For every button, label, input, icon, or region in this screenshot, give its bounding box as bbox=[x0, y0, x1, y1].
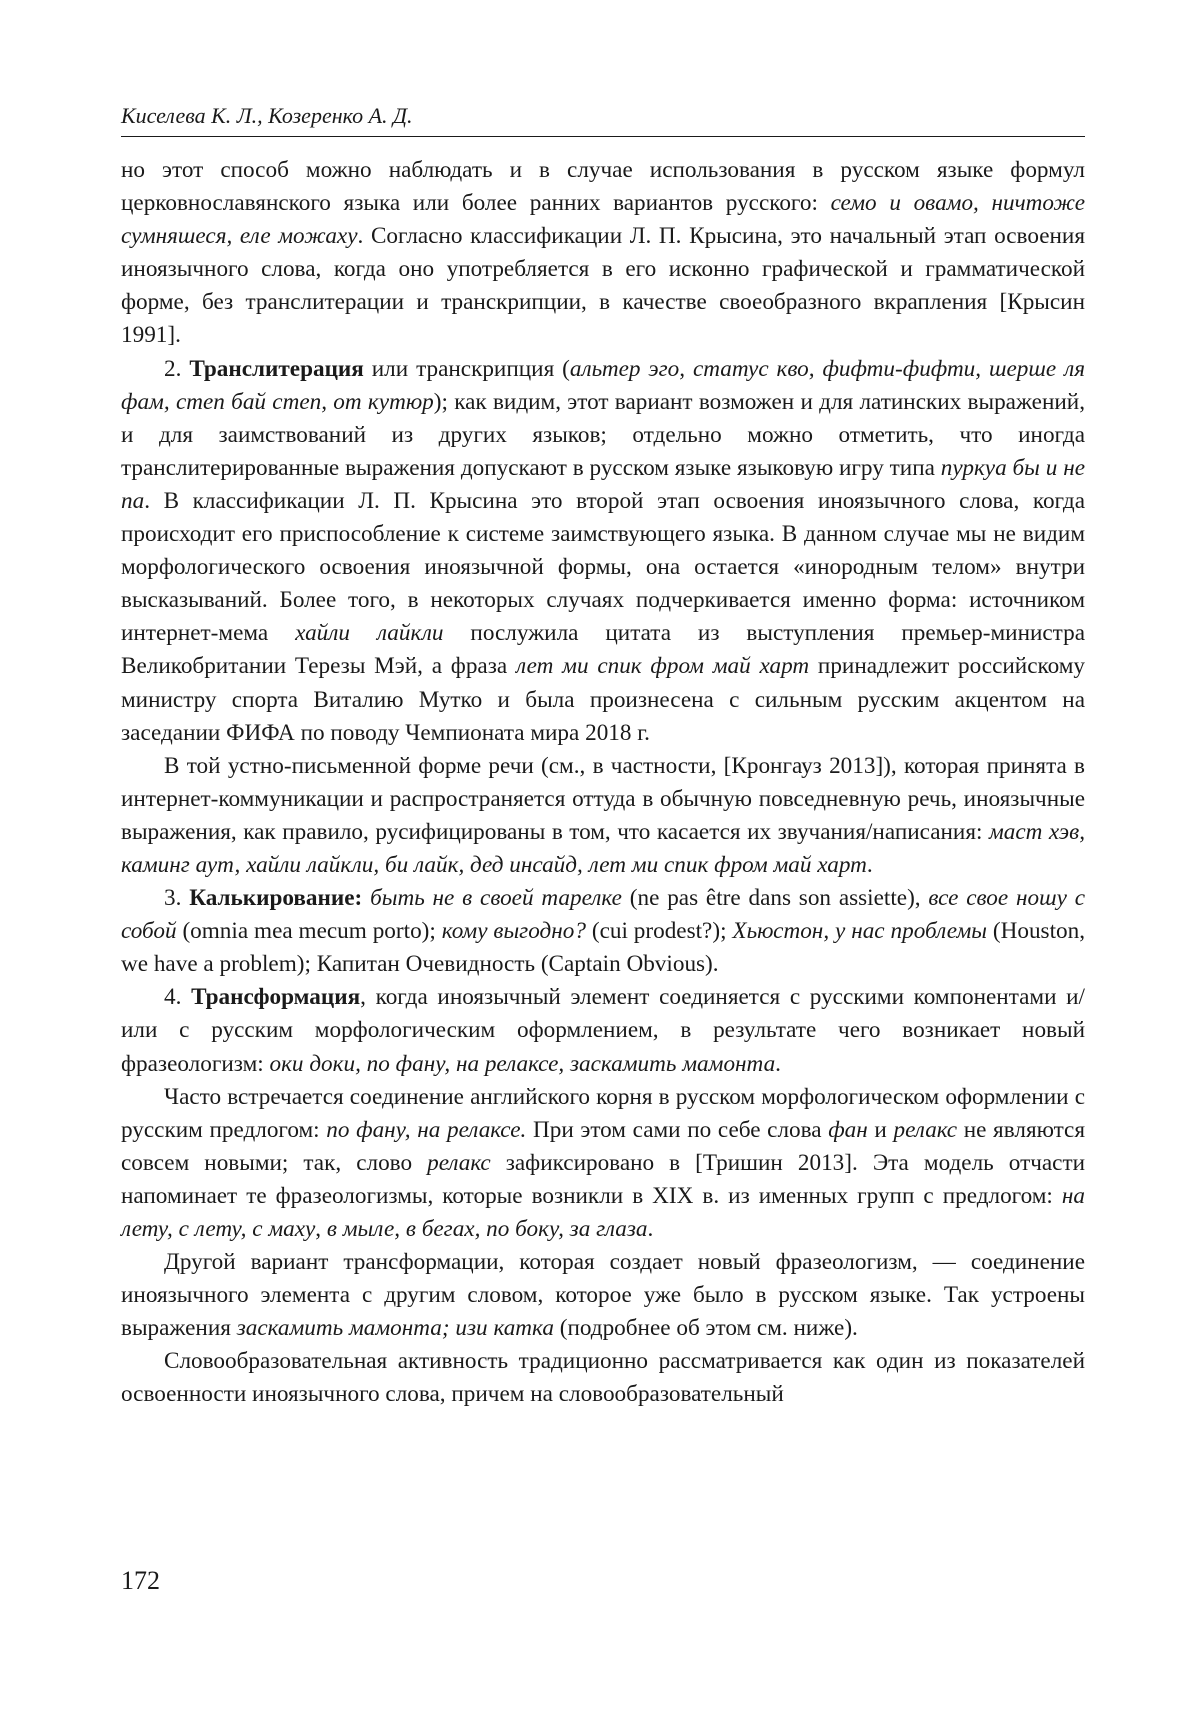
bold-term: Транслитерация bbox=[189, 355, 364, 382]
bold-term: Калькирование: bbox=[189, 885, 363, 912]
italic-example: лет ми спик фром май харт bbox=[515, 653, 810, 680]
paragraph-p7 bbox=[121, 1246, 1085, 1345]
article-body bbox=[121, 154, 1085, 1412]
text-run: 2. bbox=[164, 355, 190, 382]
text-run: . Согласно классификации Л. П. Крысина, это начальный этап освоения иноязычного слова, когда оно употребляется в его исконно графической и грамматической форме, без транслитерации и транскрипции, в качестве своеобразного вкрапления [Крысин 1991]. bbox=[121, 223, 1086, 349]
text-run: . bbox=[647, 1216, 654, 1242]
text-run: , когда иноязычный элемент соединяется с русскими компонентами и/или с русским морфологическим оформлением, в результате чего возникает новый фразеологизм: bbox=[121, 984, 1085, 1077]
text-run: Часто встречается соединение английского корня в русском морфологическом оформлении с русским предлогом: bbox=[121, 1083, 1085, 1143]
italic-example: релакс bbox=[893, 1116, 958, 1143]
italic-example: заскамить мамонта; изи катка bbox=[236, 1315, 554, 1342]
text-run: послужила цитата из выступления премьер-министра Великобритании Терезы Мэй, а фраза bbox=[121, 620, 1085, 680]
text-run: . bbox=[775, 1050, 781, 1077]
italic-example: по фану, на релаксе. bbox=[326, 1116, 527, 1143]
bold-term: Трансформация bbox=[191, 984, 361, 1011]
text-run bbox=[362, 885, 370, 911]
text-run: (Houston, we have a problem); Капитан Очевидность (Captain Obvious). bbox=[121, 918, 1085, 978]
text-run: (omnia mea mecum porto); bbox=[176, 918, 442, 945]
text-run: и bbox=[867, 1116, 894, 1143]
italic-example: быть не в своей тарелке bbox=[370, 885, 622, 912]
italic-example: Хьюстон, у нас проблемы bbox=[732, 918, 987, 945]
text-run: . В классификации Л. П. Крысина это второй этап освоения иноязычного слова, когда происходит его приспособление к системе заимствующего языка. В данном случае мы не видим морфологического освоения иноязычной формы, она остается «инородным телом» внутри высказываний. Более того, в некоторых случаях подчеркивается именно форма: источником интернет-мема bbox=[121, 487, 1085, 647]
text-run: Другой вариант трансформации, которая создает новый фразеологизм, — соединение иноязычного элемента с другим словом, которое уже было в русском языке. Так устроены выражения bbox=[121, 1249, 1085, 1342]
header-authors: Киселева К. Л., Козеренко А. Д. bbox=[121, 103, 413, 128]
italic-example: в мыле, в бегах, по боку, за глаза bbox=[326, 1216, 648, 1242]
paragraph-p4 bbox=[121, 882, 1085, 981]
italic-example: релакс bbox=[427, 1149, 491, 1176]
text-run: В той устно-письменной форме речи (см., в частности, [Кронгауз 2013]), которая принята в интернет-коммуникации и распространяется оттуда в обычную повседневную речь, иноязычные выражения, как правило, русифицированы в том, что касается их звучания/написания: bbox=[121, 752, 1085, 845]
page-number: 172 bbox=[121, 1566, 160, 1595]
text-run: или транскрипция ( bbox=[363, 355, 570, 382]
paragraph-p5 bbox=[121, 981, 1085, 1080]
text-run: 3. bbox=[164, 885, 190, 912]
paragraph-p3 bbox=[121, 750, 1085, 882]
italic-example: семо и овамо, ничтоже сумняшеся, еле можаху bbox=[121, 190, 1085, 250]
text-run: ); как видим, этот вариант возможен и для латинских выражений, и для заимствований из других языков; отдельно можно отметить, что иногда транслитерированные выражения допускают в русском языке языковую игру типа bbox=[121, 388, 1085, 481]
italic-example: на лету, с лету, с маху bbox=[121, 1182, 1085, 1242]
text-run: (подробнее об этом см. ниже). bbox=[553, 1315, 858, 1342]
italic-example: оки доки, по фану, на релаксе, заскамить мамонта bbox=[269, 1050, 776, 1077]
italic-example: пуркуа бы и не па bbox=[121, 454, 1085, 514]
text-run: (ne pas être dans son assiette), bbox=[621, 885, 929, 912]
text-run: не являются совсем новыми; так, слово bbox=[121, 1116, 1085, 1176]
italic-example: альтер эго, статус кво, фифти-фифти, шерше ля фам, степ бай степ, от кутюр bbox=[121, 355, 1085, 415]
italic-example: маст хэв, каминг аут, хайли лайкли, би лайк, дед инсайд, лет ми спик фром май харт bbox=[121, 818, 1085, 878]
text-run: (cui prodest?); bbox=[585, 918, 733, 945]
italic-example: хайли лайкли bbox=[295, 620, 444, 647]
text-run: При этом сами по себе слова bbox=[526, 1116, 829, 1143]
text-run: зафиксировано в [Тришин 2013]. Эта модель отчасти напоминает те фразеологизмы, которые возникли в XIX в. из именных групп с предлогом: bbox=[121, 1149, 1085, 1209]
paragraph-p6 bbox=[121, 1081, 1085, 1246]
text-run: принадлежит российскому министру спорта Виталию Мутко и была произнесена с сильным русским акцентом на заседании ФИФА по поводу Чемпионата мира 2018 г. bbox=[121, 653, 1085, 746]
italic-example: фан bbox=[828, 1116, 868, 1143]
paragraph-p8 bbox=[121, 1345, 1085, 1411]
paragraph-p2 bbox=[121, 353, 1085, 750]
running-header bbox=[121, 102, 1085, 137]
text-run: . bbox=[866, 851, 873, 878]
italic-example: кому выгодно? bbox=[441, 918, 586, 945]
text-run: 4. bbox=[164, 984, 192, 1011]
text-run: , bbox=[315, 1216, 327, 1242]
text-run: но этот способ можно наблюдать и в случае использования в русском языке формул церковнославянского языка или более ранних вариантов русского: bbox=[121, 157, 1085, 217]
italic-example: все свое ношу с собой bbox=[121, 885, 1085, 945]
paragraph-p1 bbox=[121, 154, 1085, 353]
text-run: Словообразовательная активность традиционно рассматривается как один из показателей освоенности иноязычного слова, причем на словообразовательный bbox=[121, 1348, 1085, 1408]
